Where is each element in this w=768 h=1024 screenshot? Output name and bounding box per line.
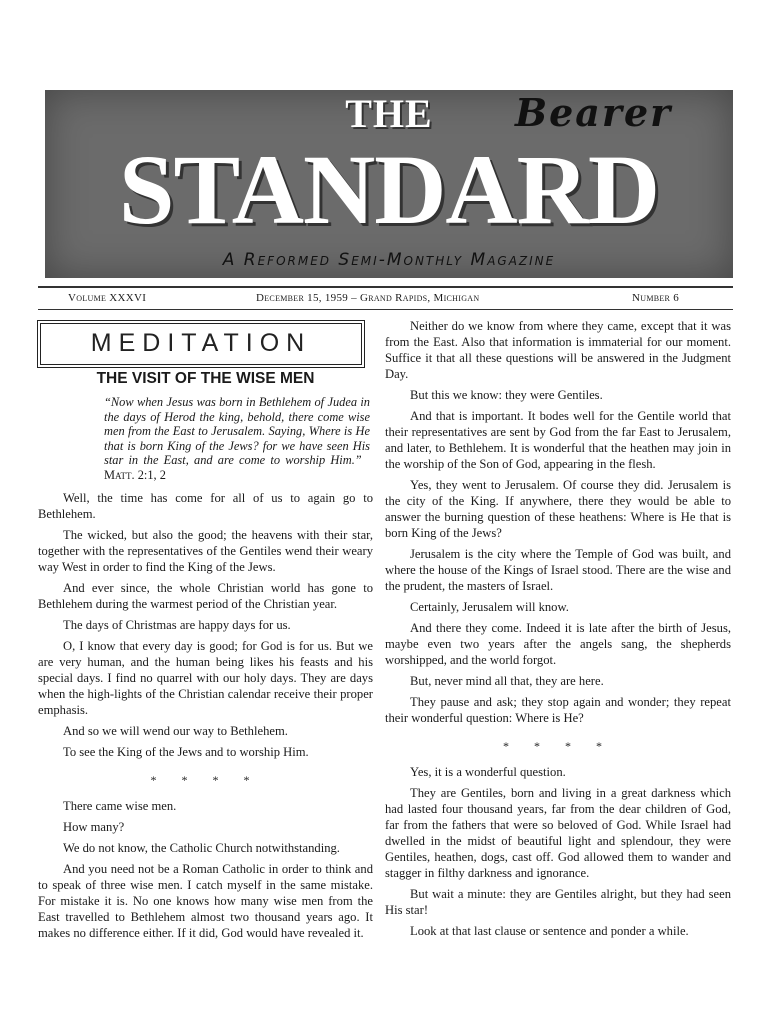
left-column (38, 369, 373, 946)
paragraph: But this we know: they were Gentiles. (410, 388, 603, 402)
paragraph: We do not know, the Catholic Church notwithstanding. (63, 841, 340, 855)
divider (38, 309, 733, 310)
masthead-tagline: A Reformed Semi-Monthly Magazine (222, 250, 556, 270)
paragraph: Yes, it is a wonderful question. (410, 765, 566, 779)
paragraph: But, never mind all that, they are here. (410, 674, 604, 688)
paragraph: Look at that last clause or sentence and ponder a while. (410, 924, 689, 938)
paragraph: And so we will wend our way to Bethlehem. (63, 724, 288, 738)
divider (38, 286, 733, 288)
paragraph: Certainly, Jerusalem will know. (410, 600, 569, 614)
paragraph: Neither do we know from where they came, except that it was from the East. Also that information is immaterial for our moment. Suffice it that all these questions will be answered in the Judgment Day. (385, 319, 731, 381)
masthead-standard: STANDARD (118, 134, 660, 245)
masthead-bearer-script: Bearer (515, 90, 673, 135)
paragraph: Yes, they went to Jerusalem. Of course they did. Jerusalem is the city of the King. If anywhere, there they would be able to answer the burning question of these heathens: Where is He that is born King of the Jews? (385, 478, 731, 540)
section-separator: * * * * (503, 739, 613, 753)
paragraph: But wait a minute: they are Gentiles alright, but they had seen His star! (385, 887, 731, 917)
paragraph: The days of Christmas are happy days for us. (63, 618, 291, 632)
article-title: THE VISIT OF THE WISE MEN (96, 370, 315, 387)
paragraph: There came wise men. (63, 799, 177, 813)
section-title: MEDITATION (90, 329, 312, 357)
volume: Volume XXXVI (68, 292, 147, 304)
paragraph: Jerusalem is the city where the Temple of God was built, and where the house of the Kings of Israel stood. There are the wise and the prudent, the masters of Israel. (385, 547, 731, 593)
right-column (385, 318, 731, 944)
paragraph: Well, the time has come for all of us to again go to Bethlehem. (38, 491, 373, 521)
epigraph-text: “Now when Jesus was born in Bethlehem of Judea in the days of Herod the king, behold, there come wise men from the East to Jerusalem. Saying, Where is He that is born King of the Jews? for we have seen His star in the East, and are come to worship Him.” (104, 395, 370, 467)
paragraph: They pause and ask; they stop again and wonder; they repeat their wonderful question: Where is He? (385, 695, 731, 725)
issue-number: Number 6 (632, 292, 680, 304)
masthead-banner (45, 90, 733, 278)
paragraph: How many? (63, 820, 125, 834)
paragraph: And that is important. It bodes well for the Gentile world that their representatives are sent by God from the far East to Jerusalem, and later, to Bethlehem. It is wonderful that the heathen may join in the worship of the Son of God, appearing in the flesh. (385, 409, 731, 471)
epigraph (104, 395, 370, 482)
paragraph: And you need not be a Roman Catholic in order to think and to speak of three wise men. I catch myself in the same mistake. For mistake it is. No one knows how many wise men from the East travelled to Bethlehem almost two thousand years ago. It makes no difference either. If it did, God would have revealed it. (38, 862, 373, 940)
paragraph: O, I know that every day is good; for God is for us. But we are very human, and the human being likes his feasts and his special days. I find no quarrel with our holy days. They are days when the high-lights of the Christian calendar receive their proper emphasis. (38, 639, 373, 717)
section-header-box (37, 320, 365, 368)
paragraph: They are Gentiles, born and living in a great darkness which had lasted four thousand years, far from the dear children of God, far from the fathers that were so beloved of God. While Israel had dwelled in the midst of beautiful light and splendour, they were Gentiles, heathen, dogs, cast off. God allowed them to wander and stagger in filthy darkness and ignorance. (385, 786, 731, 880)
paragraph: And there they come. Indeed it is late after the birth of Jesus, maybe even two years after the angels sang, the shepherds worshipped, and the world forgot. (385, 621, 731, 667)
section-separator: * * * * (150, 773, 261, 787)
masthead-the: THE (345, 91, 433, 136)
paragraph: And ever since, the whole Christian world has gone to Bethlehem during the warmest period of the Christian year. (38, 581, 373, 611)
paragraph: The wicked, but also the good; the heavens with their star, together with the representatives of the Gentiles wend their weary way West in order to find the King of the Jews. (38, 528, 373, 574)
paragraph: To see the King of the Jews and to worship Him. (63, 745, 309, 759)
dateline: December 15, 1959 – Grand Rapids, Michigan (256, 292, 480, 304)
epigraph-reference: Matt. 2:1, 2 (104, 467, 166, 482)
